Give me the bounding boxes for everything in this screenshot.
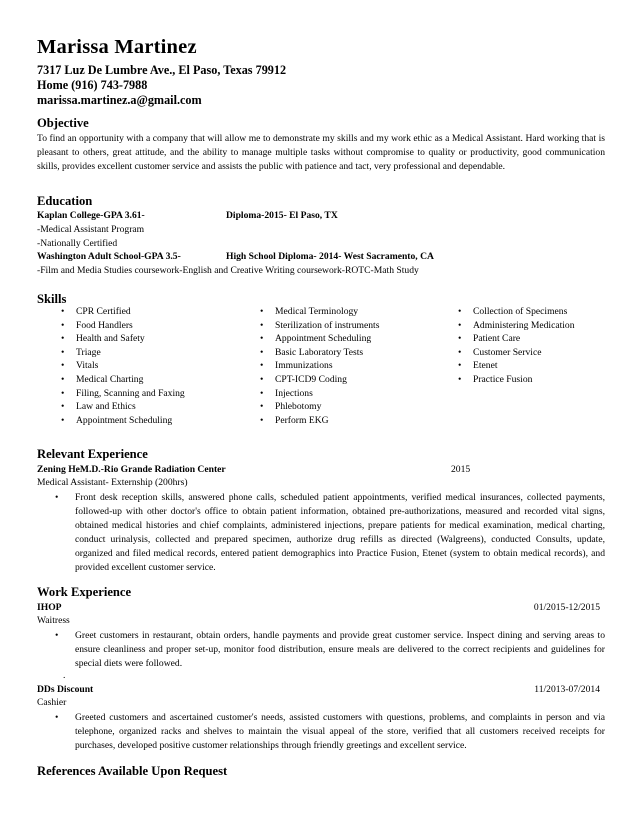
skill-item: • Basic Laboratory Tests [260,346,364,358]
email: marissa.martinez.a@gmail.com [37,93,202,107]
relevant-description [55,491,605,575]
objective-text: To find an opportunity with a company that will allow me to demonstrate my skills and my work ethic as a Medical Assistant. Hard working that is pleasant to others, great attitude, and the ability to manage multiple tasks without compromise to quality or productivity, good communication skills, provides excellent customer service and assists the public with patience and tact, very professional and dependable. [37,133,605,172]
objective-heading: Objective [37,116,89,130]
skill-item: • Medical Charting [61,373,144,385]
relevant-employer: Zening HeM.D.-Rio Grande Radiation Center [37,464,226,475]
bullet-icon: • [458,333,462,345]
relevant-role: Medical Assistant- Externship (200hrs) [37,477,188,488]
skill-item: • Appointment Scheduling [260,333,372,345]
skills-column-3 [458,305,575,387]
bullet-icon: • [61,346,65,358]
separator-dot: . [63,670,66,681]
work-experience-heading: Work Experience [37,585,132,599]
bullet-icon: • [61,414,65,426]
job-description-text: Greeted customers and ascertained customer's needs, assisted customers with questions, problems, and complaints in person and via telephone, organized racks and shelves to maintain the visual appeal of the store, verified that all customers received receipts for purchases, developed positive customer relationships through friendly greetings and excellent service. [75,712,605,751]
bullet-icon: • [61,333,65,345]
resume-name: Marissa Martinez [37,36,197,58]
references-heading: References Available Upon Request [37,764,228,778]
bullet-icon: • [61,319,65,331]
skill-item: • Patient Care [458,333,521,345]
bullet-icon: • [260,319,264,331]
bullet-icon: • [260,346,264,358]
bullet-icon: • [55,712,59,723]
skill-item: • Etenet [458,360,498,372]
education-diploma-1: Diploma-2015- El Paso, TX [226,210,338,221]
bullet-icon: • [260,401,264,413]
skills-heading: Skills [37,292,67,306]
education-detail: -Film and Media Studies coursework-English and Creative Writing coursework-ROTC-Math Study [37,265,419,276]
education-diploma-2: High School Diploma- 2014- West Sacramento, CA [226,251,434,262]
skill-item: • Health and Safety [61,333,145,345]
skill-item: • Medical Terminology [260,306,359,317]
education-school-1: Kaplan College-GPA 3.61- [37,210,145,221]
job-date-ihop: 01/2015-12/2015 [533,602,600,613]
bullet-icon: • [458,346,462,358]
bullet-icon: • [61,387,65,399]
bullet-icon: • [260,387,264,399]
skill-item: • Triage [61,346,101,358]
skill-item: • Law and Ethics [61,401,136,413]
address: 7317 Luz De Lumbre Ave., El Paso, Texas 79912 [37,63,287,77]
skill-item: • Collection of Specimens [458,306,568,317]
bullet-icon: • [260,414,264,426]
skill-item: • Practice Fusion [458,373,533,385]
relevant-experience-heading: Relevant Experience [37,447,148,461]
skills-column-2 [260,305,379,427]
job-employer-dds: DDs Discount [37,684,94,695]
skill-item: • CPR Certified [61,306,131,317]
bullet-icon: • [61,373,65,385]
job-description-text: Greet customers in restaurant, obtain orders, handle payments and provide great customer service. Inspect dining and serving areas to ensure cleanliness and proper set-up, monitor food distribution, ensure meals are delivered to the correct recipients and guidelines for special diets were followed. [75,630,605,669]
phone: Home (916) 743-7988 [37,78,148,92]
skill-item: • Customer Service [458,346,542,358]
job-role-ihop: Waitress [37,615,70,626]
job-employer-ihop: IHOP [37,602,62,613]
relevant-date: 2015 [451,464,471,475]
education-detail: -Nationally Certified [37,238,118,249]
skills-column-1 [61,305,185,427]
bullet-icon: • [61,360,65,372]
relevant-description-text: Front desk reception skills, answered phone calls, scheduled patient appointments, verified medical insurances, collected payments, followed-up with other doctor's office to obtain patient information, obtained pre-authorizations, measured and recorded vital signs, obtained medical histories and chief complaints, administered injections, prepare patients for medical examination, medical charting, conduct urinalysis, collected and prepared specimen, authorize drug refills as directed (Walgreens), conducted Consults, update, organized and filed medical records, entered patient demographics into Practice Fusion, Etenet (system to obtain medical records), and provided excellent customer service. [75,492,605,573]
bullet-icon: • [458,319,462,331]
skill-item: • Food Handlers [61,319,133,331]
job-description-ihop [55,629,605,671]
bullet-icon: • [260,306,264,317]
education-detail: -Medical Assistant Program [37,224,145,235]
bullet-icon: • [260,360,264,372]
job-role-dds: Cashier [37,697,67,708]
skill-item: • Phlebotomy [260,401,322,413]
education-school-2: Washington Adult School-GPA 3.5- [37,251,181,262]
bullet-icon: • [55,492,59,503]
skill-item: • Vitals [61,360,99,372]
bullet-icon: • [458,306,462,317]
bullet-icon: • [55,630,59,641]
job-date-dds: 11/2013-07/2014 [534,684,600,695]
bullet-icon: • [260,373,264,385]
skill-item: • Administering Medication [458,319,575,331]
skill-item: • Filing, Scanning and Faxing [61,387,185,399]
skill-item: • Injections [260,387,313,399]
skill-item: • Sterilization of instruments [260,319,380,331]
skill-item: • Appointment Scheduling [61,414,173,426]
job-description-dds [55,711,605,753]
skill-item: • Immunizations [260,360,333,372]
skill-item: • Perform EKG [260,414,329,426]
bullet-icon: • [260,333,264,345]
bullet-icon: • [458,360,462,372]
bullet-icon: • [458,373,462,385]
skill-item: • CPT-ICD9 Coding [260,373,347,385]
education-heading: Education [37,194,93,208]
bullet-icon: • [61,306,65,317]
bullet-icon: • [61,401,65,413]
